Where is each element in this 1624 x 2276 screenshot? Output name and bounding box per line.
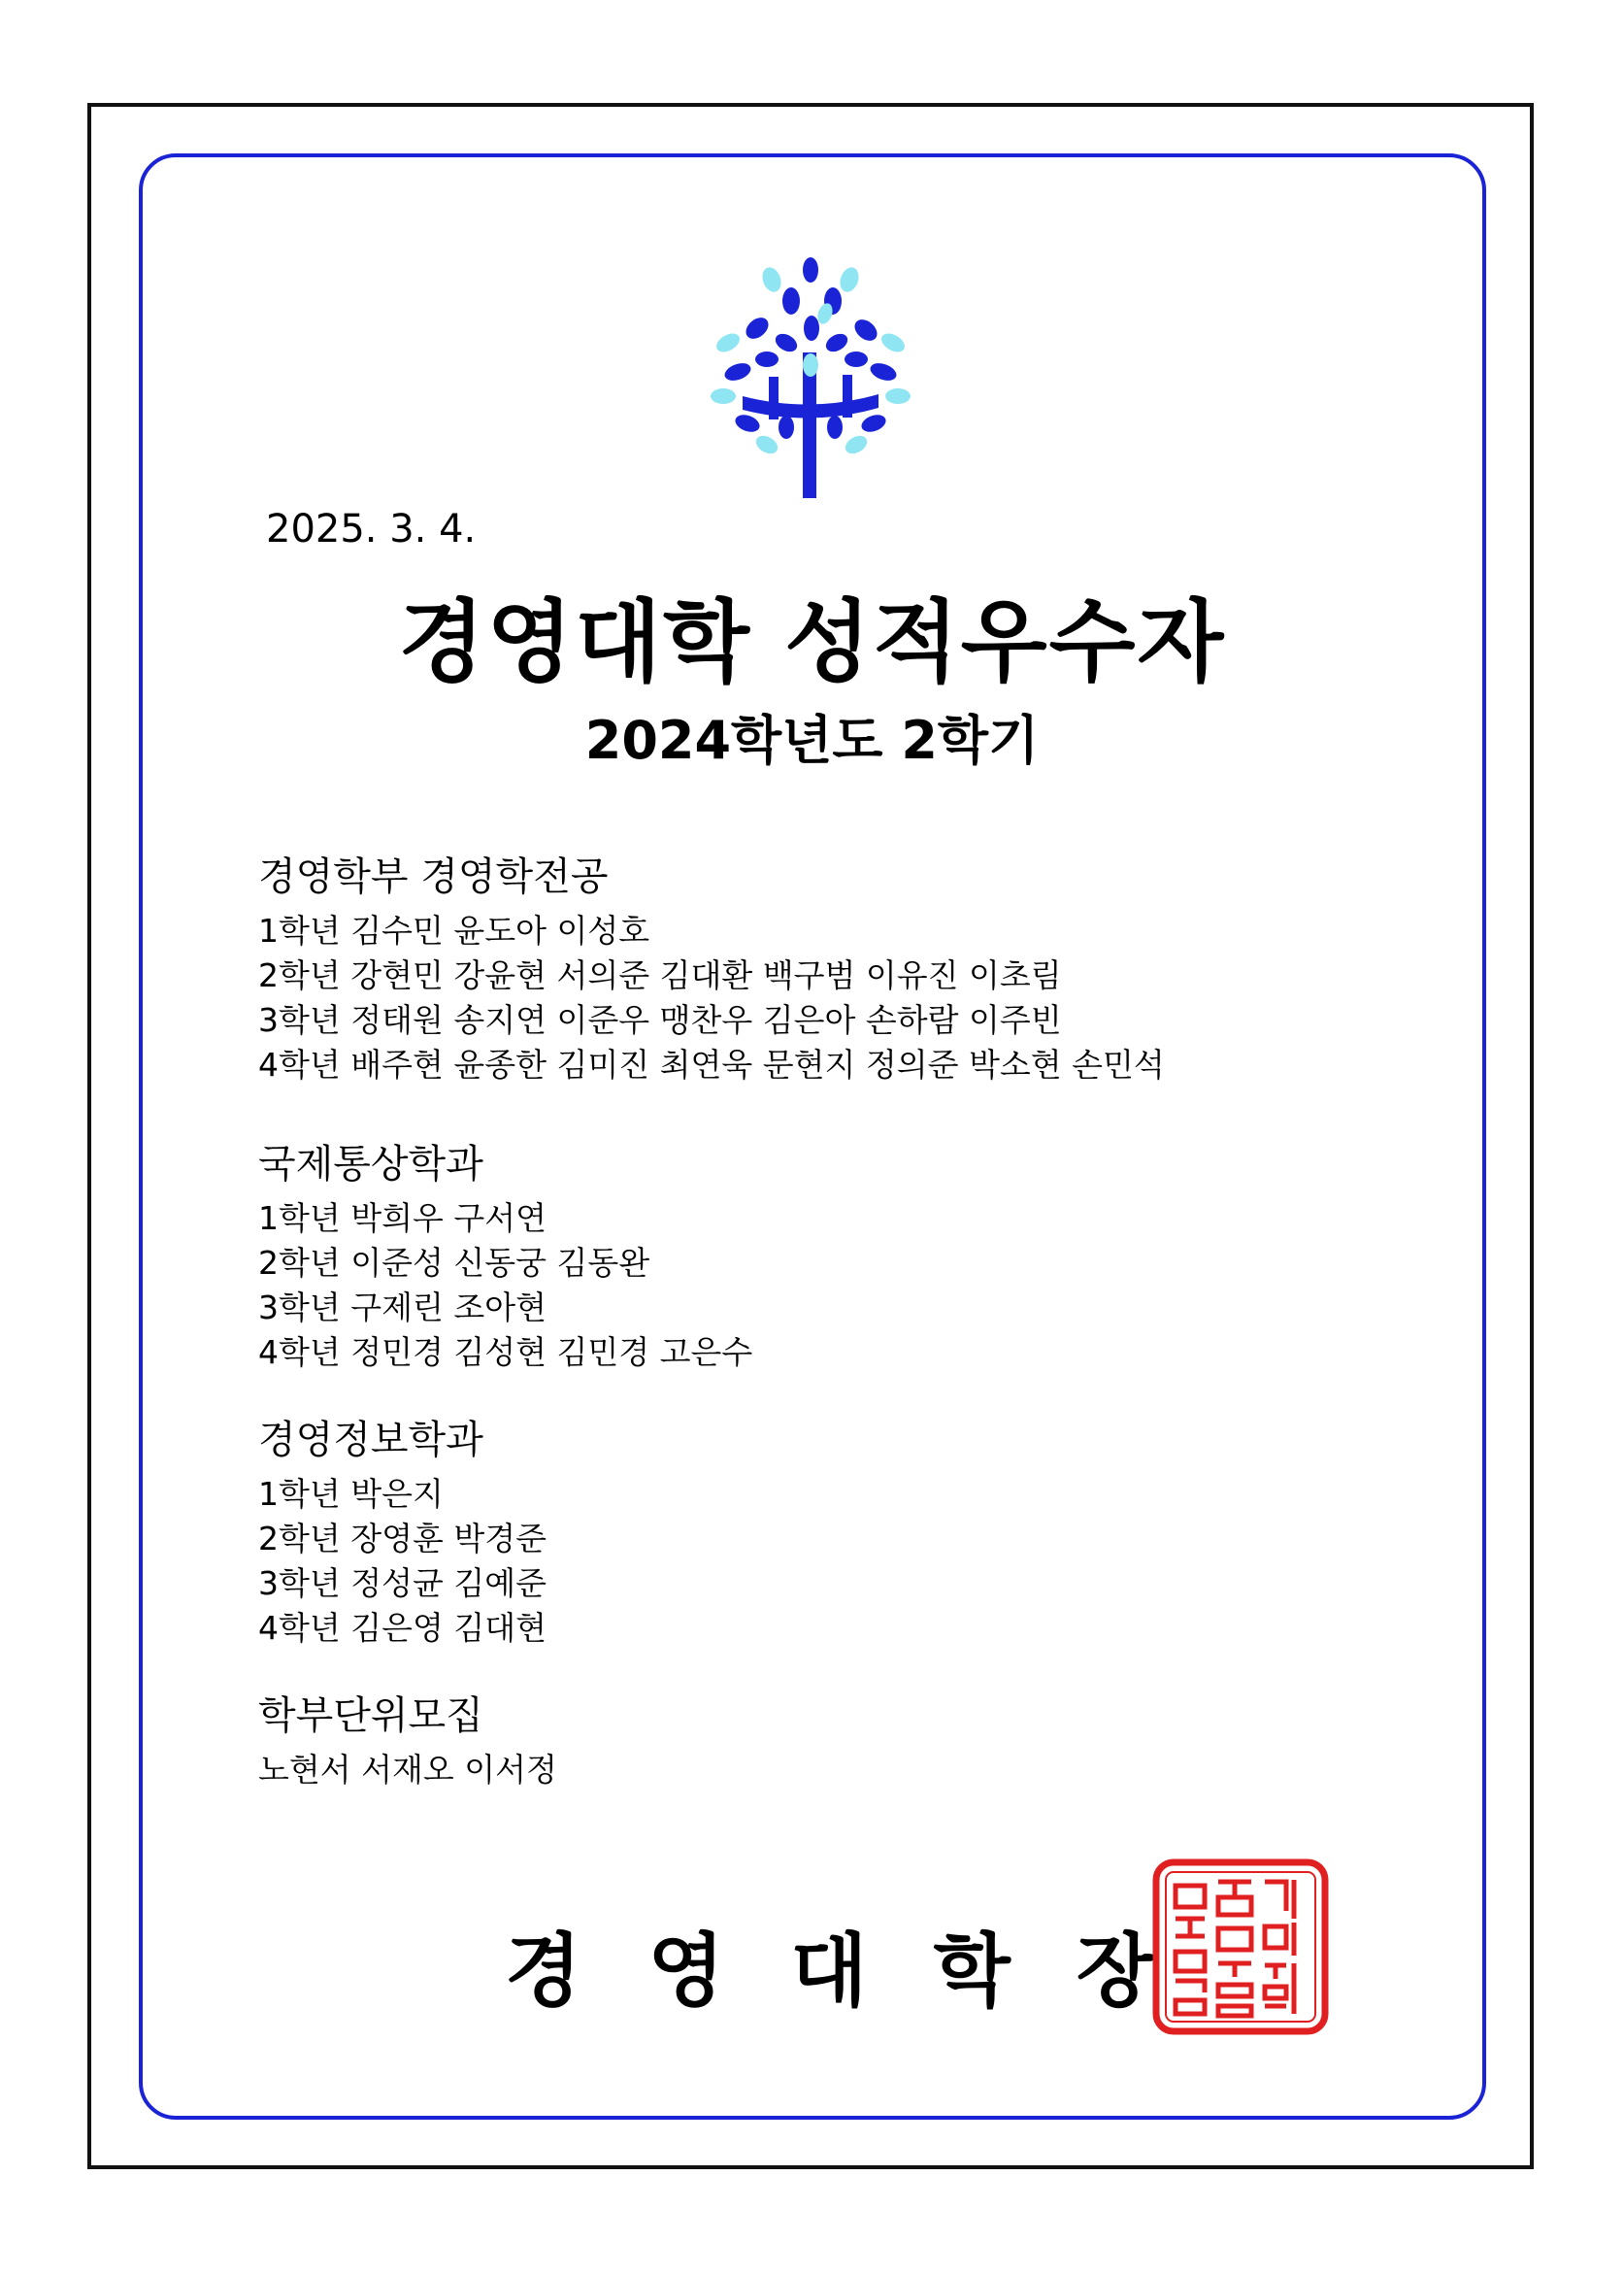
list-item: 1학년 박은지 [258, 1475, 444, 1513]
list-item: 4학년 김은영 김대현 [258, 1609, 547, 1647]
section-management-information [258, 1414, 1423, 1651]
list-item: 1학년 박희우 구서연 [258, 1199, 547, 1237]
list-item: 2학년 장영훈 박경준 [258, 1520, 547, 1557]
list-item: 3학년 구제린 조아현 [258, 1289, 547, 1326]
section-title: 학부단위모집 [258, 1693, 483, 1738]
section-international-trade [258, 1138, 1423, 1375]
page-title: 경영대학 성적우수자 [398, 590, 1226, 694]
date: 2025. 3. 4. [266, 507, 477, 552]
department-list [258, 851, 1423, 1831]
section-title: 국제통상학과 [258, 1142, 483, 1187]
signer-name: 경영대학장 [505, 1925, 1220, 2018]
section-title: 경영정보학과 [258, 1418, 483, 1462]
official-seal-icon [1152, 1858, 1329, 2035]
list-item: 4학년 배주현 윤종한 김미진 최연욱 문현지 정의준 박소현 손민석 [258, 1046, 1165, 1084]
section-undeclared-admission [258, 1690, 1423, 1792]
list-item: 2학년 강현민 강윤현 서의준 김대환 백구범 이유진 이초림 [258, 956, 1062, 994]
list-item: 2학년 이준성 신동궁 김동완 [258, 1244, 650, 1282]
list-item: 3학년 정태원 송지연 이준우 맹찬우 김은아 손하람 이주빈 [258, 1001, 1062, 1039]
section-title: 경영학부 경영학전공 [258, 854, 609, 899]
list-item: 3학년 정성균 김예준 [258, 1564, 547, 1602]
page-subtitle: 2024학년도 2학기 [584, 710, 1040, 771]
list-item: 노현서 서재오 이서정 [258, 1751, 557, 1789]
list-item: 4학년 정민경 김성현 김민경 고은수 [258, 1333, 753, 1371]
list-item: 1학년 김수민 윤도아 이성호 [258, 912, 650, 950]
section-business-administration [258, 851, 1423, 1088]
tree-cross-logo-icon [689, 251, 932, 498]
